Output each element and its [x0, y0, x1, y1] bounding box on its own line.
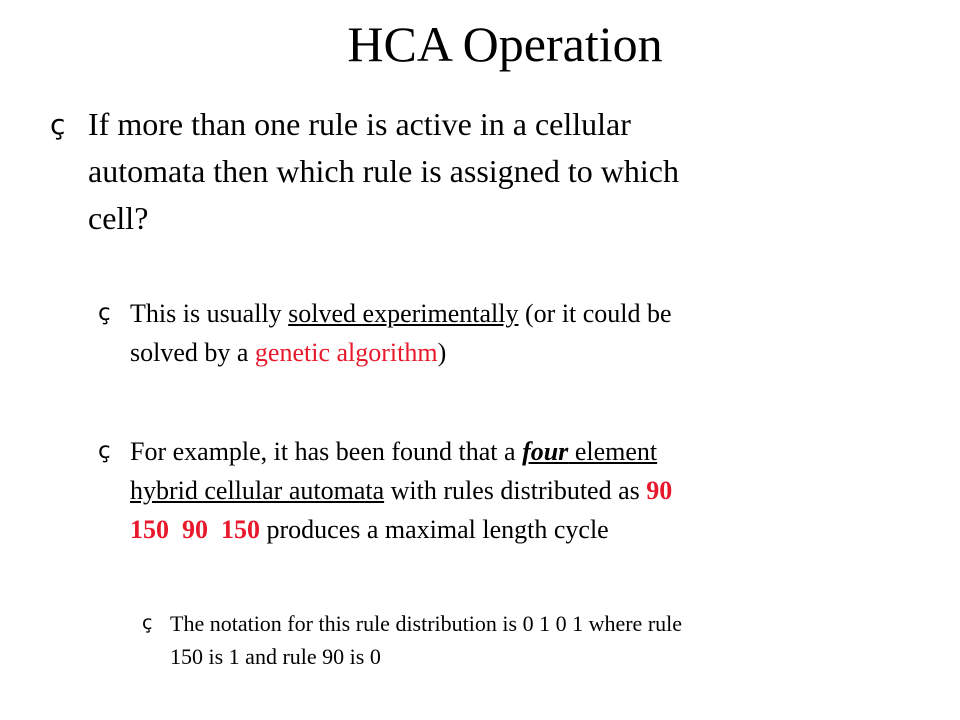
rule-number: 90: [646, 476, 673, 505]
bullet-line: [130, 294, 672, 333]
bullet-line: If more than one rule is active in a cellular: [88, 106, 631, 142]
slide-title: HCA Operation: [347, 16, 663, 72]
text-run: For example, it has been found that a: [130, 437, 523, 466]
bullet-line: 150 is 1 and rule 90 is 0: [170, 644, 381, 669]
bullet-level2-example: [98, 432, 673, 549]
bullet-arrow-icon: ç: [50, 108, 66, 141]
bullet-level1-rule-assignment: [50, 101, 679, 242]
text-run: solved by a: [130, 338, 255, 367]
text-run: produces a maximal length cycle: [260, 515, 609, 544]
bullet-line: cell?: [88, 200, 149, 236]
bullet-line: [130, 432, 672, 471]
highlighted-red-text: genetic algorithm: [254, 338, 438, 367]
text-run: This is usually: [130, 299, 289, 328]
bullet-arrow-icon: ç: [98, 438, 111, 464]
bullet-line: The notation for this rule distribution is 0 1 0 1 where rule: [170, 611, 683, 636]
emphasized-text: four: [522, 437, 569, 466]
bullet-arrow-icon: ç: [98, 300, 111, 326]
bullet-line: [130, 510, 672, 549]
rule-numbers: 150 90 150: [130, 515, 260, 544]
bullet-level3-notation: [142, 607, 683, 673]
text-run: ): [437, 338, 447, 367]
underlined-text: hybrid cellular automata: [130, 476, 385, 505]
text-run: with rules distributed as: [384, 476, 647, 505]
bullet-line: [130, 471, 672, 510]
bullet-arrow-icon: ç: [142, 612, 153, 634]
text-run: (or it could be: [518, 299, 672, 328]
bullet-line: [130, 333, 672, 372]
bullet-level2-solved-experimentally: [98, 294, 672, 372]
bullet-line: automata then which rule is assigned to which: [88, 153, 679, 189]
underlined-text: solved experimentally: [288, 299, 519, 328]
underlined-text: element: [568, 437, 658, 466]
